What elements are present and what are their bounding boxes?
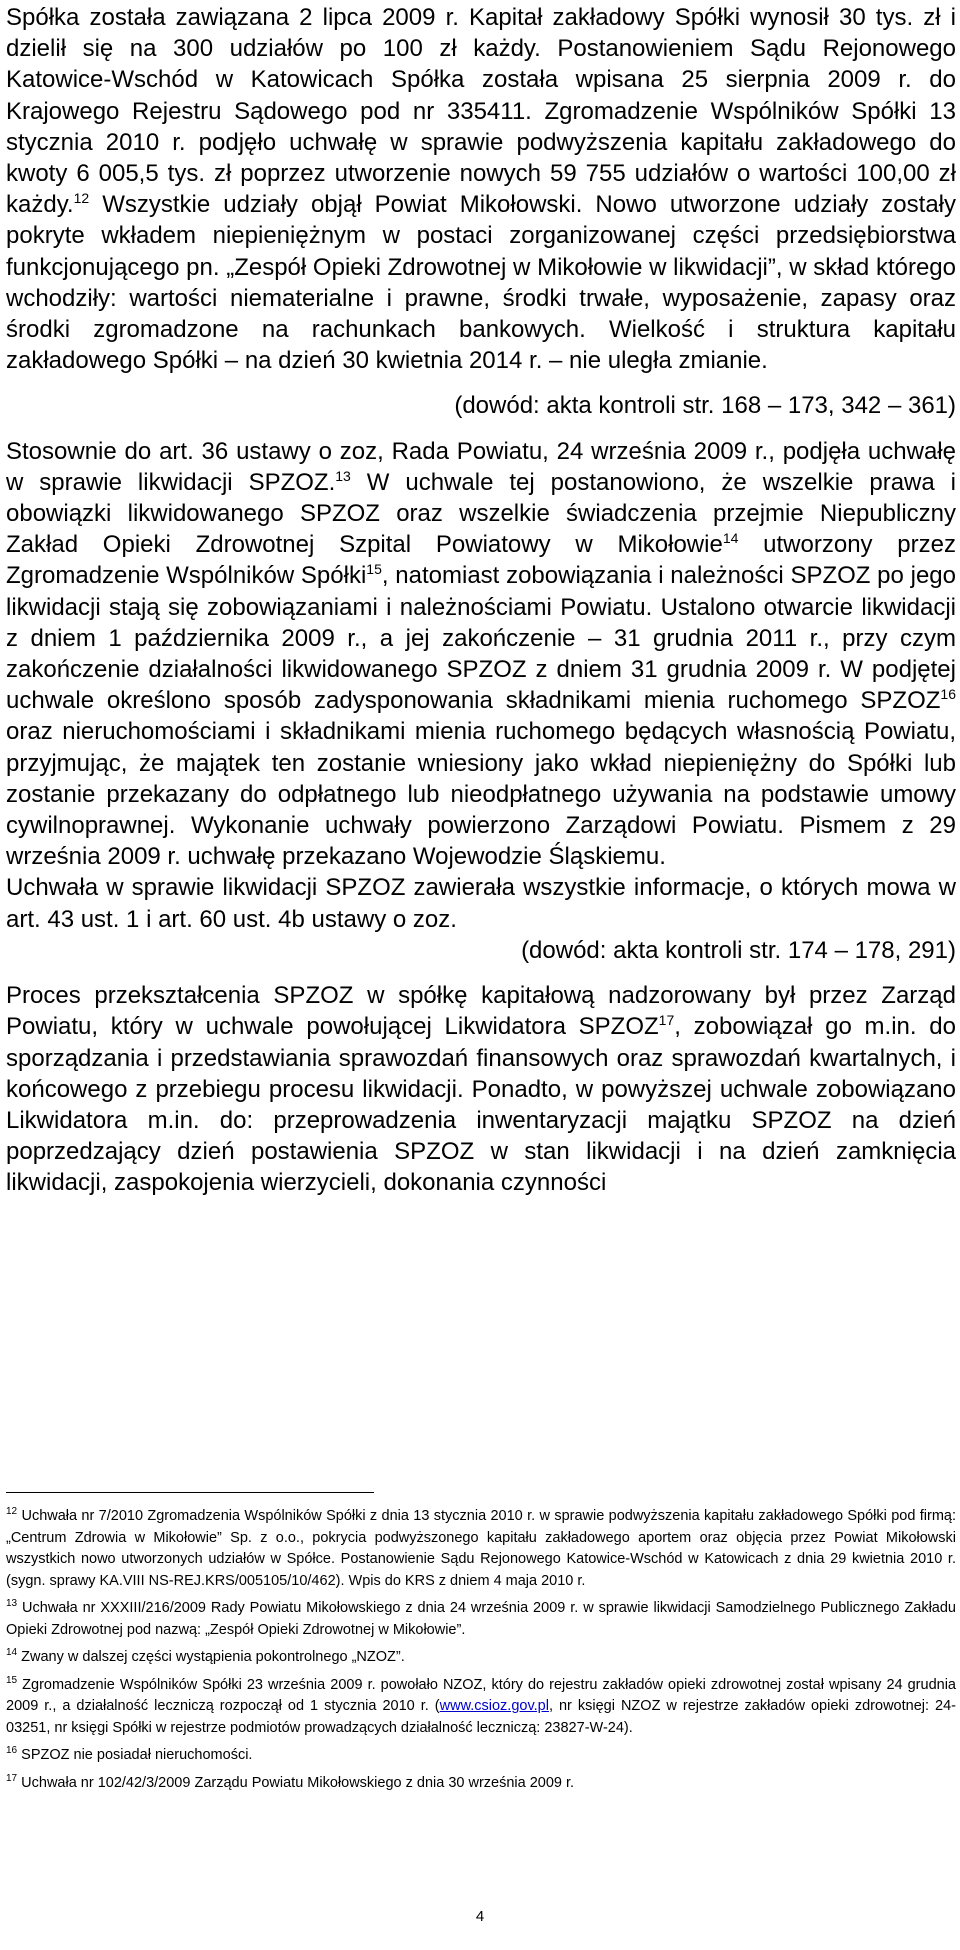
footnote-text: Zwany w dalszej części wystąpienia pokontrolnego „NZOZ”. [17,1649,405,1665]
footnote-text: SPZOZ nie posiadał nieruchomości. [17,1747,253,1763]
page-number: 4 [475,1908,485,1925]
footnote-17 [6,1773,956,1795]
footnote-separator [6,1492,374,1493]
paragraph-text: Wszystkie udziały objął Powiat Mikołowski. Nowo utworzone udziały zostały pokryte wkładem niepieniężnym w postaci zorganizowanej części przedsiębiorstwa funkcjonującego pn. „Zespół Opieki Zdrowotnej w Mikołowie w likwidacji”, w skład którego wchodziły: wartości niematerialne i prawne, środki trwałe, wyposażenie, zapasy oraz środki zgromadzone na rachunkach bankowych. Wielkość i struktura kapitału zakładowego Spółki – na dzień 30 kwietnia 2014 r. – nie uległa zmianie. [6,191,956,375]
footnote-text: , nr księgi NZOZ w rejestrze zakładów opieki zdrowotnej: 24-03251, nr księgi Spółki w rejestrze podmiotów prowadzących działalność leczniczą: 23827-W-24). [6,1698,956,1736]
paragraph-text: , natomiast zobowiązania i należności SPZOZ po jego likwidacji stają się zobowiązaniami i należnościami Powiatu. Ustalono otwarcie likwidacji z dniem 1 października 2009 r., a jej zakończenie – 31 grudnia 2011 r., przy czym zakończenie działalności likwidowanego SPZOZ z dniem 31 grudnia 2009 r. W podjętej uchwale określono sposób zadysponowania składnikami mienia ruchomego SPZOZ [6,562,956,715]
footnote-ref-15[interactable]: 15 [366,561,382,578]
paragraph-transformation-process [6,980,956,1198]
footnote-number: 16 [6,1745,18,1757]
footnote-16 [6,1745,956,1767]
paragraph-company-capital [6,2,956,376]
paragraph-text: Uchwała w sprawie likwidacji SPZOZ zawierała wszystkie informacje, o których mowa w art. 43 ust. 1 i art. 60 ust. 4b ustawy o zoz. [6,874,956,933]
footnote-number: 17 [6,1772,18,1784]
footnote-ref-16[interactable]: 16 [940,686,956,703]
footnote-ref-17[interactable]: 17 [658,1012,675,1029]
footnote-text: Uchwała nr 7/2010 Zgromadzenia Wspólników Spółki z dnia 13 stycznia 2010 r. w sprawie podwyższenia kapitału zakładowego Spółki pod firmą: „Centrum Zdrowia w Mikołowie” Sp. z o.o., pokrycia podwyższonego kapitału zakładowego aportem oraz objęcia przez Powiat Mikołowski wszystkich nowo utworzonych udziałów w Spółce. Postanowienie Sądu Rejonowego Katowice-Wschód w Katowicach z dnia 29 kwietnia 2010 r. (sygn. sprawy KA.VIII NS-REJ.KRS/005105/10/462). Wpis do KRS z dniem 4 maja 2010 r. [6,1508,956,1589]
footnote-12 [6,1506,956,1592]
paragraph-text: , zobowiązał go m.in. do sporządzania i przedstawiania sprawozdań finansowych oraz sprawozdań kwartalnych, i końcowego z przebiegu procesu likwidacji. Ponadto, w powyższej uchwale zobowiązano Likwidatora m.in. do: przeprowadzenia inwentaryzacji majątku SPZOZ na dzień poprzedzający dzień postawienia SPZOZ w stan likwidacji i na dzień zamknięcia likwidacji, zaspokojenia wierzycieli, dokonania czynności [6,1013,956,1197]
paragraph-text: Spółka została zawiązana 2 lipca 2009 r. Kapitał zakładowy Spółki wynosił 30 tys. zł i dzielił się na 300 udziałów po 100 zł każdy. Postanowieniem Sądu Rejonowego Katowice-Wschód w Katowicach Spółka została wpisana 25 sierpnia 2009 r. do Krajowego Rejestru Sądowego pod nr 335411. Zgromadzenie Wspólników Spółki 13 stycznia 2010 r. podjęło uchwałę w sprawie podwyższenia kapitału zakładowego do kwoty 6 005,5 tys. zł poprzez utworzenie nowych 59 755 udziałów o wartości 100,00 zł każdy. [6,4,956,219]
paragraph-text: oraz nieruchomościami i składnikami mienia ruchomego będących własnością Powiatu, przyjmując, że majątek ten zostanie wniesiony jako wkład niepieniężny do Spółki lub zostanie przekazany do odpłatnego lub nieodpłatnego używania na podstawie umowy cywilnoprawnej. Wykonanie uchwały powierzono Zarządowi Powiatu. Pismem z 29 września 2009 r. uchwałę przekazano Wojewodzie Śląskiemu. [6,718,956,871]
footnote-14 [6,1647,956,1669]
footnote-ref-12[interactable]: 12 [73,190,90,207]
paragraph-text: W uchwale tej postanowiono, że wszelkie prawa i obowiązki likwidowanego SPZOZ oraz wszelkie świadczenia przejmie Niepubliczny Zakład Opieki Zdrowotnej Szpital Powiatowy w Mikołowie [6,468,956,559]
footnote-text: Uchwała nr 102/42/3/2009 Zarządu Powiatu Mikołowskiego z dnia 30 września 2009 r. [17,1774,575,1791]
footnote-number: 12 [6,1506,18,1518]
paragraph-text: Proces przekształcenia SPZOZ w spółkę kapitałową nadzorowany był przez Zarząd Powiatu, który w uchwale powołującej Likwidatora SPZOZ [6,982,956,1041]
footnote-ref-13[interactable]: 13 [335,467,351,484]
footnote-number: 14 [6,1647,18,1659]
footnote-text: Zgromadzenie Wspólników Spółki 23 września 2009 r. powołało NZOZ, który do rejestru zakładów opieki zdrowotnej został wpisany 24 grudnia 2009 r., a działalność leczniczą rozpoczął od 1 stycznia 2010 r. ( [6,1676,956,1714]
paragraph-text: utworzony przez Zgromadzenie Wspólników Spółki [6,531,956,590]
footnote-ref-14[interactable]: 14 [722,530,739,547]
csioz-link[interactable]: www.csioz.gov.pl [439,1698,549,1714]
footnote-13 [6,1598,956,1641]
paragraph-resolution-content [6,872,956,934]
paragraph-liquidation-resolution [6,436,956,873]
paragraph-text: Stosownie do art. 36 ustawy o zoz, Rada Powiatu, 24 września 2009 r., podjęła uchwałę w sprawie likwidacji SPZOZ. [6,437,956,496]
footnote-15 [6,1675,956,1740]
footnote-text: Uchwała nr XXXIII/216/2009 Rady Powiatu Mikołowskiego z dnia 24 września 2009 r. w sprawie likwidacji Samodzielnego Publicznego Zakładu Opieki Zdrowotnej pod nazwą: „Zespół Opieki Zdrowotnej w Mikołowie”. [6,1600,956,1638]
footnote-number: 15 [6,1674,18,1686]
evidence-reference: (dowód: akta kontroli str. 168 – 173, 342 – 361) [454,392,956,420]
footnote-number: 13 [6,1598,18,1610]
evidence-reference: (dowód: akta kontroli str. 174 – 178, 291) [521,936,956,964]
document-page [6,2,956,1791]
footnotes [6,1506,956,1800]
